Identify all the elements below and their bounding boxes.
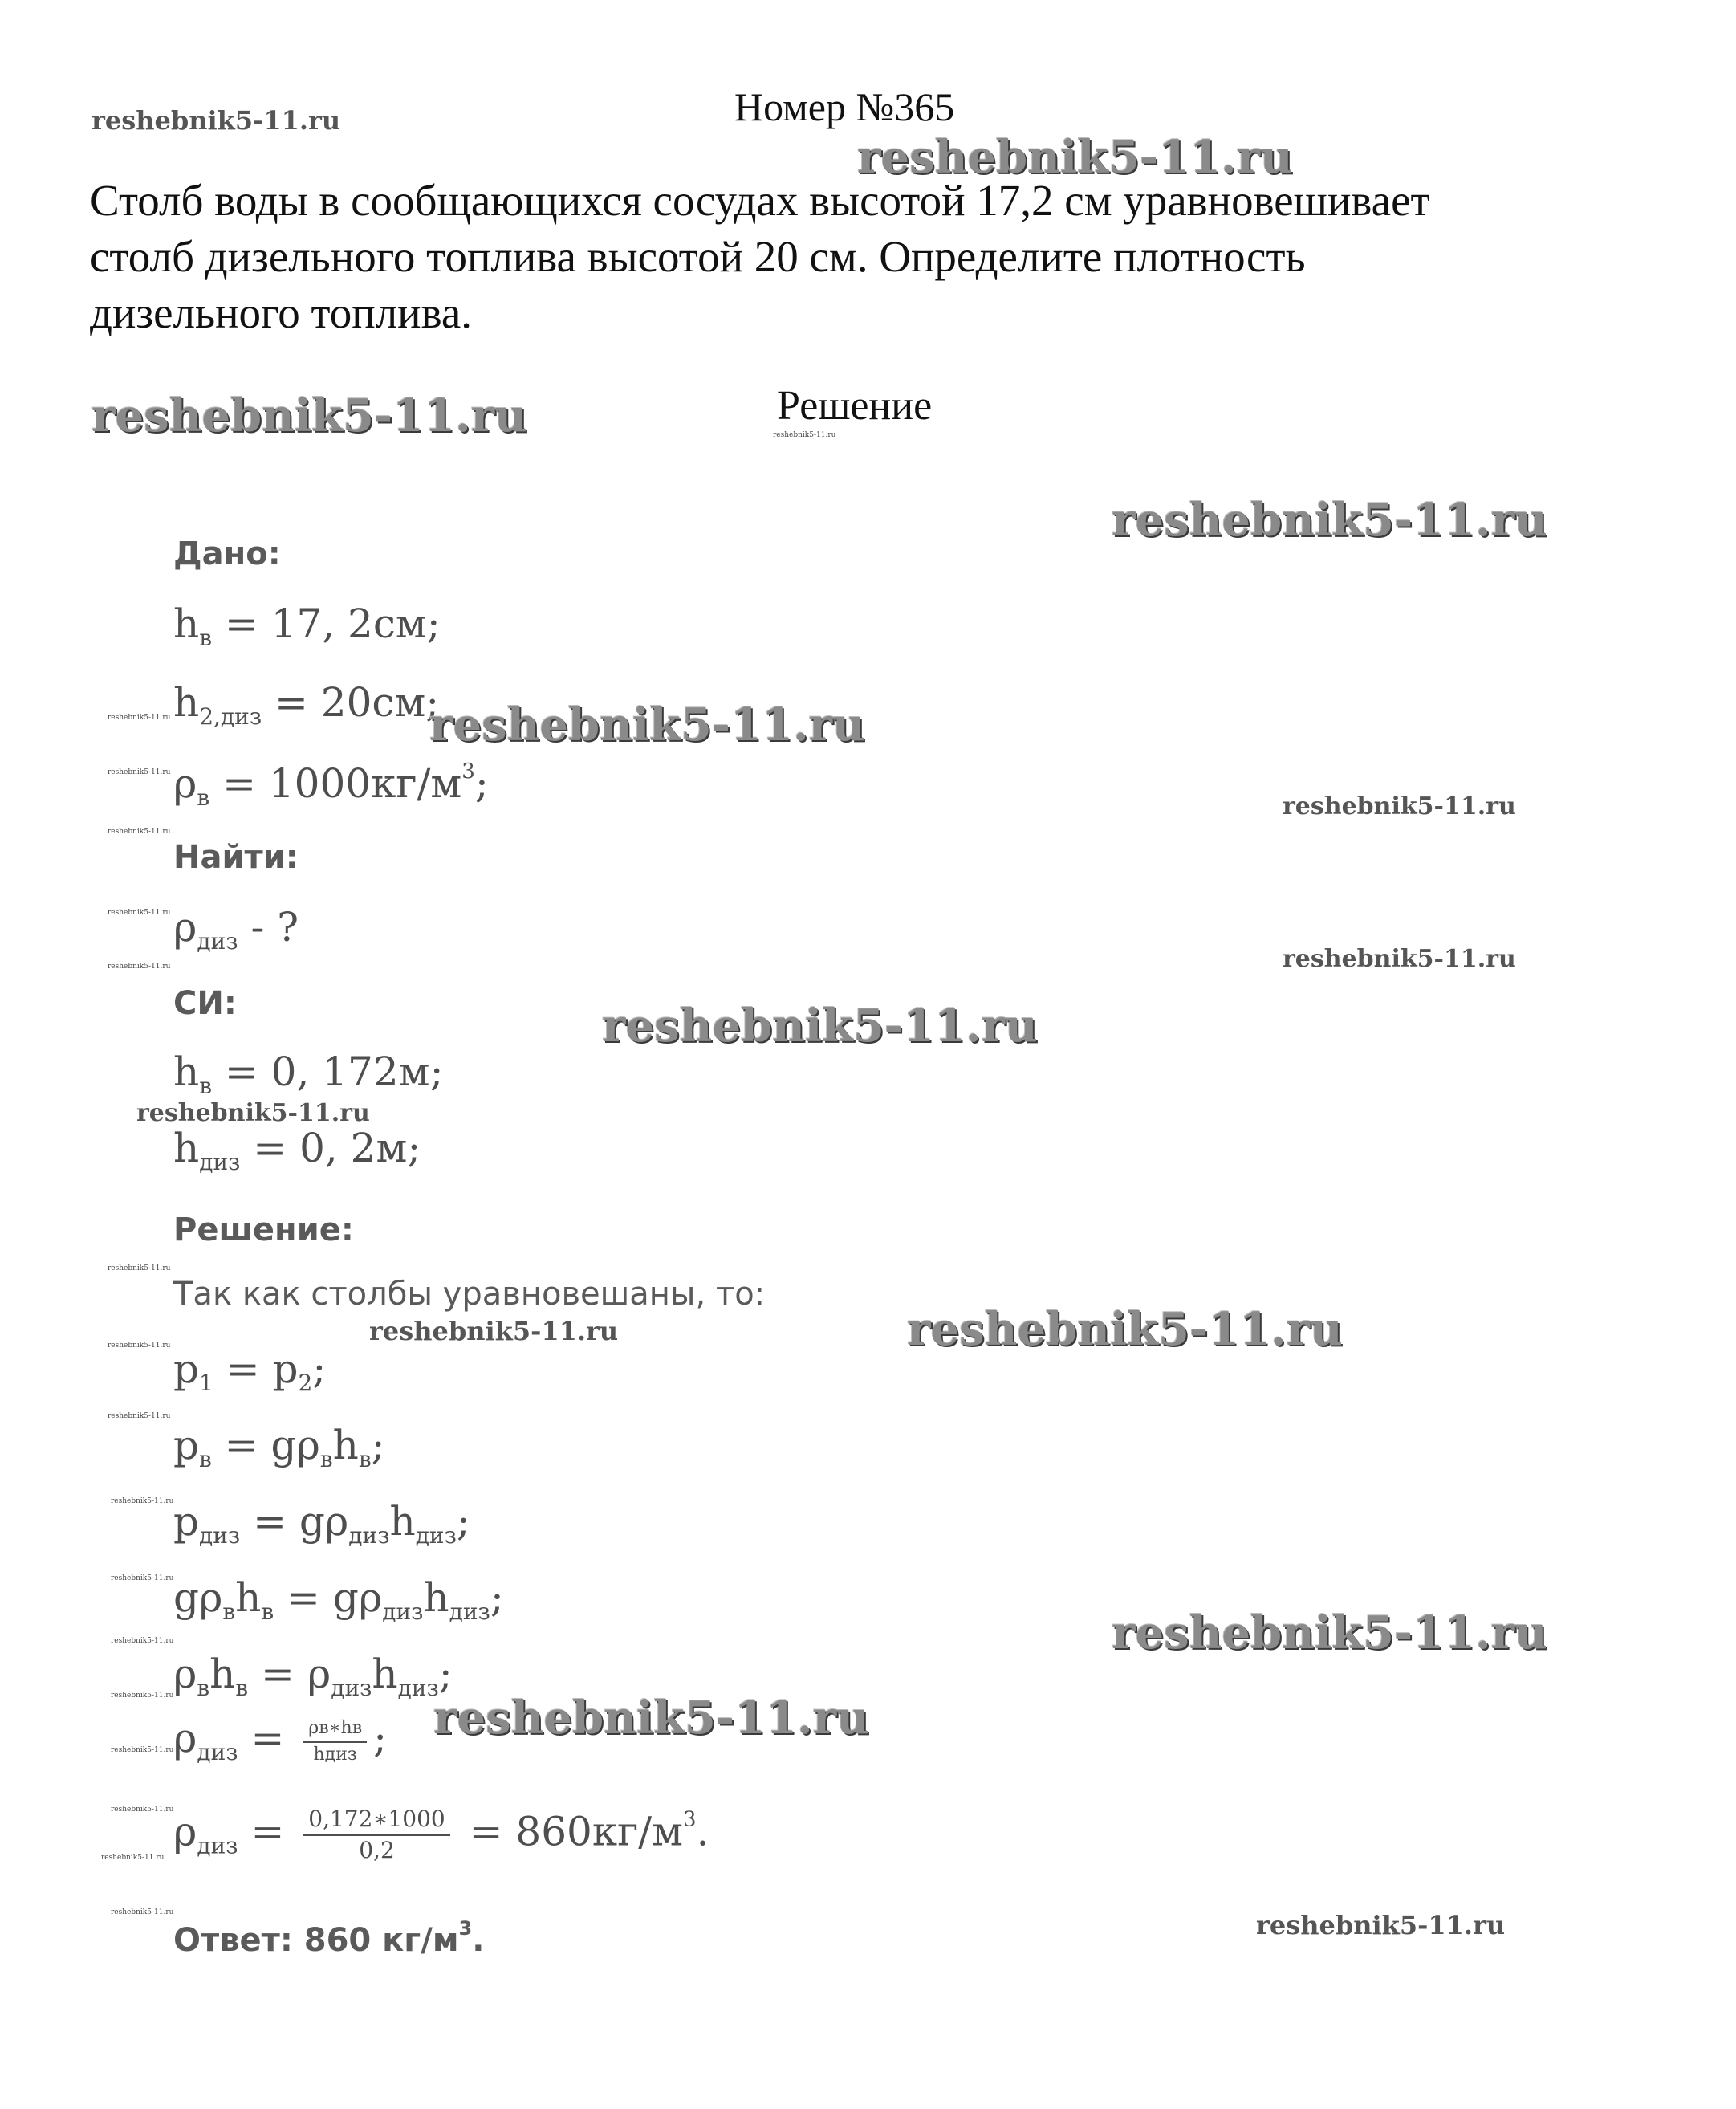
watermark: reshebnik5-11.ru [136,1099,370,1127]
watermark: reshebnik5-11.ru [857,131,1293,184]
watermark: reshebnik5-11.ru [111,1692,174,1700]
watermark: reshebnik5-11.ru [369,1316,619,1346]
si-label: СИ: [173,985,237,1022]
problem-line-3: дизельного топлива. [90,288,472,337]
watermark: reshebnik5-11.ru [108,1412,171,1420]
equation-5: $\rho_вh_в = \rho_{диз}h_{диз}$; [173,1651,453,1701]
watermark: reshebnik5-11.ru [1256,1910,1506,1940]
problem-line-2: столб дизельного топлива высотой 20 см. Определите плотность [90,232,1306,281]
equation-7: $\rho_{диз}$ = $\frac{0,172∗1000}{0,2}$ = $860кг/м^3$. [173,1806,709,1863]
equation-1: $p_1 = p_2$; [173,1346,327,1396]
watermark: reshebnik5-11.ru [101,1854,165,1862]
watermark: reshebnik5-11.ru [111,1497,174,1505]
watermark: reshebnik5-11.ru [1112,1606,1547,1659]
explanation: Так как столбы уравновешаны, то: [173,1276,766,1313]
watermark: reshebnik5-11.ru [108,768,171,776]
watermark: reshebnik5-11.ru [1283,945,1516,973]
fraction-6: $\frac{\rho в∗hв}{\text{hдиз}}$ [303,1720,367,1764]
watermark: reshebnik5-11.ru [773,431,836,439]
watermark: reshebnik5-11.ru [111,1908,174,1916]
watermark: reshebnik5-11.ru [108,828,171,836]
given-hv: $h_в = 17$, 2см; [173,601,441,651]
watermark: reshebnik5-11.ru [111,1806,174,1814]
watermark: reshebnik5-11.ru [108,1342,171,1350]
equation-4: $g\rho_вh_в = g\rho_{диз}h_{диз}$; [173,1574,504,1625]
watermark: reshebnik5-11.ru [1283,792,1516,820]
find-label: Найти: [173,839,299,876]
given-hdiz: $h_{2,диз} = 20см$; [173,679,440,730]
watermark: reshebnik5-11.ru [91,389,527,442]
watermark: reshebnik5-11.ru [429,698,865,751]
find-rhodiz: $\rho_{диз}$ - ? [173,904,299,955]
solution-label: Решение: [173,1211,354,1248]
watermark: reshebnik5-11.ru [602,1000,1038,1052]
watermark: reshebnik5-11.ru [108,1264,171,1272]
given-label: Дано: [173,535,281,572]
watermark: reshebnik5-11.ru [108,714,171,722]
si-hdiz: $h_{диз} = 0$, 2м; [173,1125,421,1175]
equation-6: $\rho_{диз}$ = $\frac{\rho в∗hв}{\text{hдиз}}$ ; [173,1715,387,1765]
watermark: reshebnik5-11.ru [1112,494,1547,547]
given-rhov: $\rho_в = 1000кг/м^3$; [173,759,489,811]
answer: Ответ: 860 $кг/м^3$. [173,1917,485,1959]
equation-2: $p_в = g\rho_вh_в$; [173,1422,385,1472]
watermark: reshebnik5-11.ru [91,105,341,136]
watermark: reshebnik5-11.ru [108,909,171,917]
fraction-7: $\frac{0,172∗1000}{0,2}$ [303,1808,449,1862]
problem-line-1: Столб воды в сообщающихся сосудах высотой 17,2 см уравновешивает [90,176,1430,225]
si-hv: $h_в = 0$, 172м; [173,1048,444,1099]
watermark: reshebnik5-11.ru [433,1692,869,1745]
watermark: reshebnik5-11.ru [111,1574,174,1582]
watermark: reshebnik5-11.ru [111,1746,174,1754]
equation-3: $p_{диз} = g\rho_{диз}h_{диз}$; [173,1498,470,1549]
watermark: reshebnik5-11.ru [111,1637,174,1645]
watermark: reshebnik5-11.ru [108,963,171,971]
page-title: Номер №365 [734,84,955,129]
section-title: Решение [777,383,933,429]
watermark: reshebnik5-11.ru [907,1303,1343,1356]
